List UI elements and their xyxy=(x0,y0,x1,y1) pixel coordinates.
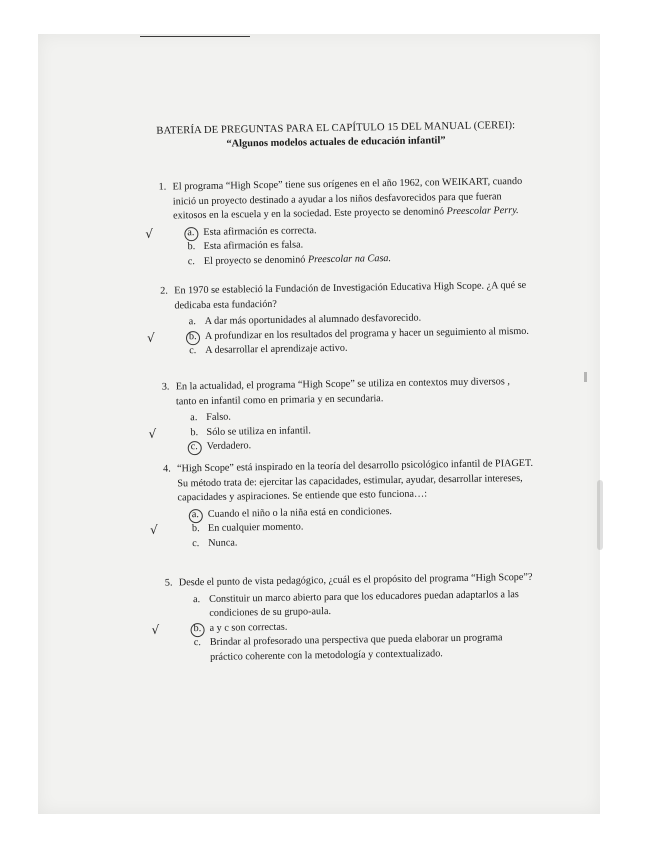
question-3 xyxy=(148,375,533,456)
document-title xyxy=(146,119,526,153)
option-text: Cuando el niño o la niña está en condiciones. xyxy=(207,505,393,520)
question-4 xyxy=(149,457,534,552)
option-text: Esta afirmación es correcta. xyxy=(203,224,317,238)
option-letter-circled: a. xyxy=(192,508,205,523)
option-letter: a. xyxy=(190,412,198,424)
question-number: 4. xyxy=(162,463,171,475)
option-text: En cualquier momento. xyxy=(207,521,304,535)
option-text: A profundizar en los resultados del programa y hacer un seguimiento al mismo. xyxy=(204,325,529,342)
option-text: A dar más oportunidades al alumnado desfavorecido. xyxy=(204,312,422,328)
option-letter: c. xyxy=(189,345,197,357)
option-text: a y c son correctas. xyxy=(209,621,288,634)
option-letter: b. xyxy=(190,426,199,438)
option-letter: a. xyxy=(188,316,196,328)
question-text: En la actualidad, el programa “High Scope” se utiliza en contextos muy diversos , tanto en infantil como en primaria y en secundaria. xyxy=(175,376,510,408)
options-list xyxy=(148,406,533,456)
question-text: En 1970 se estableció la Fundación de Investigación Educativa High Scope. ¿A qué se dedicaba esta fundación? xyxy=(174,279,527,312)
question-text-italic: Preescolar Perry. xyxy=(446,205,519,218)
option-letter: a. xyxy=(193,593,201,605)
options-list xyxy=(146,310,532,360)
title-line-1: BATERÍA DE PREGUNTAS PARA EL CAPÍTULO 15 DEL MANUAL (CEREI): xyxy=(156,120,516,137)
options-list xyxy=(149,503,535,553)
option-letter: c. xyxy=(193,637,201,649)
option-text: A desarrollar el aprendizaje activo. xyxy=(205,343,348,357)
question-number: 3. xyxy=(161,381,170,393)
question-2 xyxy=(146,279,531,360)
option-letter-circled: b. xyxy=(193,622,206,637)
option-letter-circled: b. xyxy=(189,330,202,345)
option-letter-circled: c. xyxy=(191,440,204,455)
question-text-part: El programa “High Scope” tiene sus orígenes en el año 1962, con WEIKART, cuando inició un proyecto destinado a ayudar a los niños desfavorecidos para que fueran exitosos en la escuela y en la sociedad. Este proyecto se denominó xyxy=(172,175,523,222)
option-c xyxy=(166,631,536,666)
option-text: Esta afirmación es falsa. xyxy=(203,239,304,253)
options-list xyxy=(145,221,530,271)
question-number: 1. xyxy=(158,181,167,193)
check-mark-icon: √ xyxy=(145,226,154,241)
option-text: Constituir un marco abierto para que los educadores puedan adaptarlos a las condiciones de su grupo-aula. xyxy=(209,588,519,620)
option-letter: c. xyxy=(192,538,200,550)
question-text: “High Scope” está inspirado en la teoría del desarrollo psicológico infantil de PIAGET. Su método trata de: ejercitar las capacidades, estimular, ayudar, desarrollar intereses, capacidades y aspiraciones. Se entiende que esto funciona…: xyxy=(176,457,534,504)
question-text: Desde el punto de vista pedagógico, ¿cuál es el propósito del programa “High Scope”? xyxy=(178,571,533,589)
option-text: Verdadero. xyxy=(206,440,252,453)
check-mark-icon: √ xyxy=(146,330,155,345)
question-number: 5. xyxy=(164,577,173,589)
question-1 xyxy=(145,175,530,270)
option-text: Sólo se utiliza en infantil. xyxy=(206,425,311,438)
question-text xyxy=(173,175,530,224)
option-text: Falso. xyxy=(206,411,231,424)
title-line-2: “Algunos modelos actuales de educación infantil” xyxy=(226,135,446,150)
option-text: Brindar al profesorado una perspectiva que pueda elaborar un programa práctico coherente con la metodología y contextualizado. xyxy=(209,632,503,663)
option-letter: c. xyxy=(187,256,195,268)
check-mark-icon: √ xyxy=(149,523,158,538)
question-number: 2. xyxy=(160,285,168,297)
option-letter: b. xyxy=(187,241,196,253)
option-text-part: El proyecto se denominó xyxy=(203,254,309,267)
option-text: Nunca. xyxy=(208,537,238,549)
option-text-italic: Preescolar na Casa. xyxy=(307,252,392,266)
check-mark-icon: √ xyxy=(151,622,160,637)
options-list xyxy=(151,587,536,666)
option-letter: b. xyxy=(191,523,200,535)
check-mark-icon: √ xyxy=(148,426,157,441)
question-5 xyxy=(151,571,536,666)
option-letter-circled: a. xyxy=(187,226,200,241)
